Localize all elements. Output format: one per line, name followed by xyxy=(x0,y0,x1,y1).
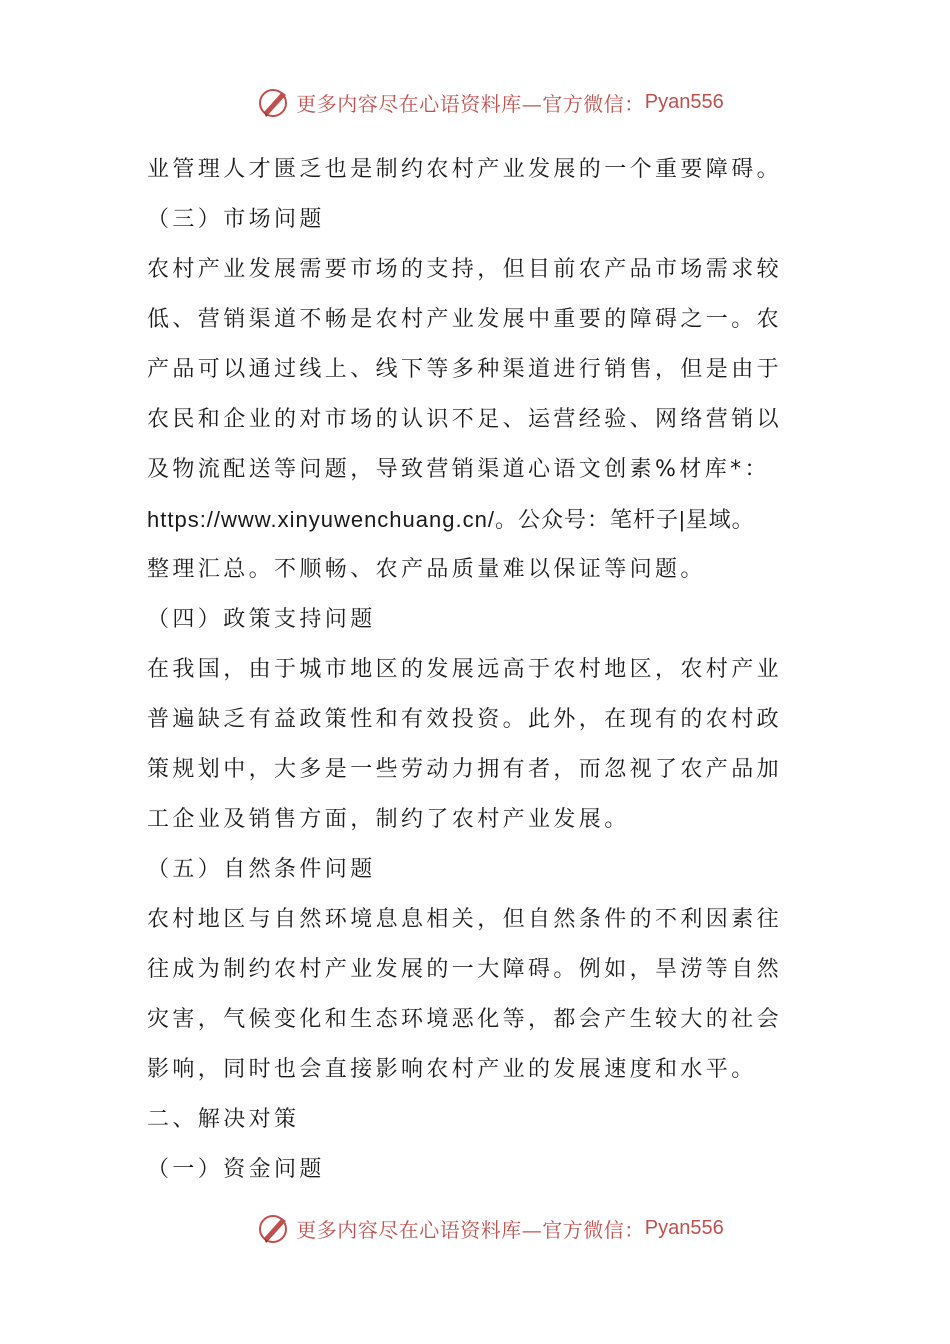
paragraph-line: 策规划中，大多是一些劳动力拥有者，而忽视了农产品加 xyxy=(147,757,783,782)
paragraph-line: 农村地区与自然环境息息相关，但自然条件的不利因素往 xyxy=(147,907,783,932)
footer-wechat-id: Pyan556 xyxy=(644,1216,724,1239)
paragraph-line: 在我国，由于城市地区的发展远高于农村地区，农村产业 xyxy=(147,657,783,682)
paragraph-line-url: https://www.xinyuwenchuang.cn/。公众号：笔杆子|星域。 xyxy=(147,507,755,532)
paragraph-line: 灾害，气候变化和生态环境恶化等，都会产生较大的社会 xyxy=(147,1007,783,1032)
section-heading: （一）资金问题 xyxy=(147,1157,325,1182)
footer-promo-text: 更多内容尽在心语资料库—官方微信： xyxy=(296,1217,645,1242)
paragraph-line: 工企业及销售方面，制约了农村产业发展。 xyxy=(147,807,630,832)
paragraph-line: 往成为制约农村产业发展的一大障碍。例如，旱涝等自然 xyxy=(147,957,783,982)
paragraph-line: 整理汇总。不顺畅、农产品质量难以保证等问题。 xyxy=(147,557,706,582)
section-heading: （三）市场问题 xyxy=(147,207,325,232)
header-banner xyxy=(0,82,950,122)
chapter-heading: 二、解决对策 xyxy=(147,1107,300,1132)
paragraph-line: 影响，同时也会直接影响农村产业的发展速度和水平。 xyxy=(147,1057,757,1082)
paragraph-line: 及物流配送等问题，导致营销渠道心语文创素%材库*： xyxy=(147,457,770,482)
footer-banner xyxy=(0,1208,950,1248)
paragraph-line: 低、营销渠道不畅是农村产业发展中重要的障碍之一。农 xyxy=(147,307,783,332)
paragraph-line: 普遍缺乏有益政策性和有效投资。此外，在现有的农村政 xyxy=(147,707,783,732)
document-body xyxy=(147,145,817,1195)
paragraph-line: 农村产业发展需要市场的支持，但目前农产品市场需求较 xyxy=(147,257,783,282)
header-promo-text: 更多内容尽在心语资料库—官方微信： xyxy=(296,91,645,116)
pen-logo-icon xyxy=(256,1210,292,1246)
header-wechat-id: Pyan556 xyxy=(644,90,724,113)
paragraph-line: 农民和企业的对市场的认识不足、运营经验、网络营销以 xyxy=(147,407,783,432)
paragraph-line: 业管理人才匮乏也是制约农村产业发展的一个重要障碍。 xyxy=(147,157,783,182)
section-heading: （五）自然条件问题 xyxy=(147,857,376,882)
paragraph-line: 产品可以通过线上、线下等多种渠道进行销售，但是由于 xyxy=(147,357,783,382)
section-heading: （四）政策支持问题 xyxy=(147,607,376,632)
pen-logo-icon xyxy=(256,84,292,120)
